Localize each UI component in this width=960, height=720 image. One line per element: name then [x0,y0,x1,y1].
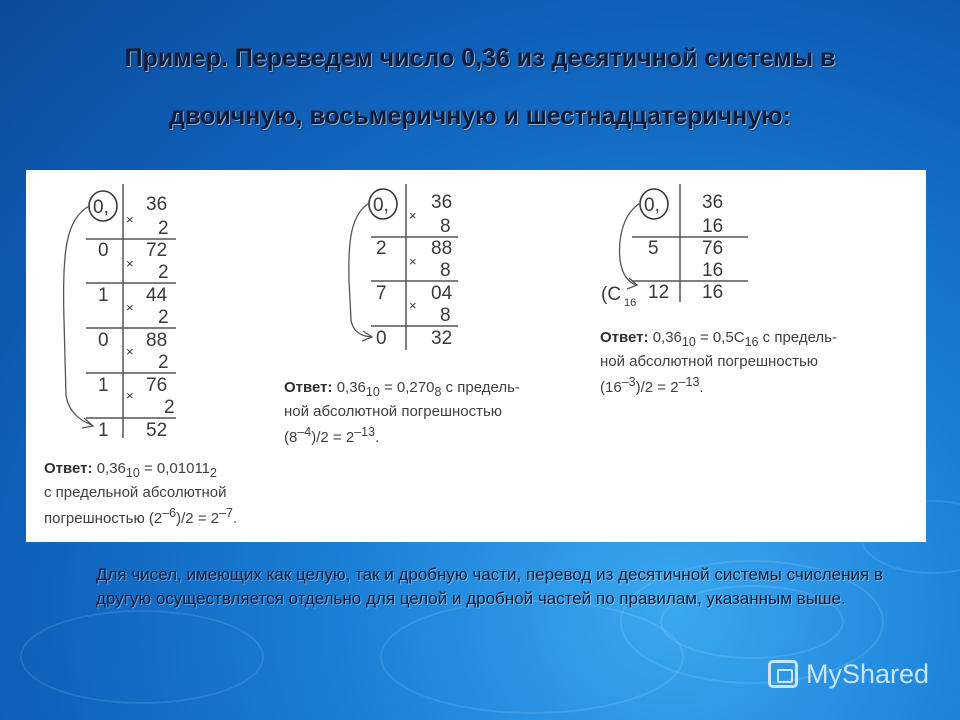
binary-value: 52 [146,420,168,441]
octal-digit: 7 [376,283,387,304]
myshared-logo [768,656,929,692]
octal-table [349,184,458,350]
binary-multiplier: 2 [158,218,169,239]
answer-base: 10 [681,335,696,349]
binary-value: 36 [146,194,168,215]
answer-exp-1: –3 [621,375,636,389]
binary-digit: 1 [98,420,109,441]
answer-line-2: ной абсолютной погрешностью [284,403,503,420]
hex-digit: 5 [648,238,659,259]
answer-label: Ответ: [284,379,333,396]
answer-result: = 0,270 [379,379,435,396]
answer-label: Ответ: [600,329,649,346]
explanation-note: Для чисел, имеющих как целую, так и дробную части, перевод из десятичной системы счисления в другую осуществляется отдельно для целой и дробной частей по правилам, указанным выше. [96,565,883,608]
answer-base: 10 [365,385,380,399]
binary-multiplier: 2 [164,397,175,418]
hex-result-prefix: (C [601,284,622,305]
octal-digit: 0 [376,328,387,349]
hex-multiplier: 16 [702,260,724,281]
answer-result-base: 2 [210,466,217,480]
octal-times-icon: × [409,298,417,313]
binary-answer [44,459,304,529]
answer-number: 0,36 [652,329,682,346]
binary-times-icon: × [126,256,134,271]
answer-dot: . [233,510,238,527]
hex-value: 36 [702,192,724,213]
answer-exp-2: –13 [354,425,376,439]
answer-base: 10 [125,466,140,480]
binary-value: 72 [146,240,168,261]
answer-error-a: (8 [284,429,298,446]
octal-multiplier: 8 [440,305,451,326]
answer-result-base: 16 [744,335,759,349]
binary-digit: 1 [98,375,109,396]
hex-start: 0, [644,195,660,216]
octal-times-icon: × [409,208,417,223]
answer-exp-2: –13 [678,375,700,389]
binary-value: 44 [146,285,168,306]
octal-value: 04 [431,283,453,304]
octal-answer [284,378,584,448]
answer-result: = 0,5C [695,329,745,346]
binary-times-icon: × [126,300,134,315]
answer-error-a: погрешностью (2 [44,510,163,527]
binary-start: 0, [93,197,109,218]
octal-times-icon: × [409,254,417,269]
binary-times-icon: × [126,344,134,359]
binary-table [64,184,176,441]
answer-error-b: )/2 = 2 [311,429,355,446]
answer-error-b: )/2 = 2 [176,510,220,527]
answer-number: 0,36 [336,379,366,396]
octal-read-arrow [349,203,371,337]
binary-digit: 0 [98,240,109,261]
answer-error-a: (16 [600,379,622,396]
binary-times-icon: × [126,212,134,227]
hex-read-arrow [620,203,640,285]
octal-digit: 2 [376,238,387,259]
answer-number: 0,36 [96,460,126,477]
hex-table [601,184,748,309]
page-title-line-1: Пример. Переведем число 0,36 из десятичной системы в [124,44,836,72]
hex-digit: 12 [648,282,670,303]
answer-dot: . [699,379,704,396]
binary-digit: 0 [98,330,109,351]
answer-exp-1: –6 [162,506,177,520]
hex-multiplier: 16 [702,216,724,237]
logo-icon [768,660,798,688]
hex-result-sub: 16 [624,297,637,309]
hex-answer [600,328,910,398]
binary-times-icon: × [126,388,134,403]
octal-value: 32 [431,328,453,349]
answer-result-base: 8 [434,385,442,399]
answer-dot: . [375,429,380,446]
binary-multiplier: 2 [158,307,169,328]
answer-exp-1: –4 [297,425,312,439]
answer-result: = 0,01011 [139,460,211,477]
octal-start: 0, [373,195,389,216]
hex-value: 16 [702,282,724,303]
binary-value: 76 [146,375,168,396]
examples-panel [26,170,926,542]
binary-multiplier: 2 [158,262,169,283]
octal-value: 88 [431,238,453,259]
answer-label: Ответ: [44,460,93,477]
hex-value: 76 [702,238,724,259]
octal-value: 36 [431,192,453,213]
octal-multiplier: 8 [440,260,451,281]
answer-exp-2: –7 [219,506,233,520]
answer-tail: с предель- [441,379,520,396]
binary-digit: 1 [98,285,109,306]
page-title-line-2: двоичную, восьмеричную и шестнадцатеричную: [169,102,791,130]
binary-multiplier: 2 [158,352,169,373]
logo-text: MyShared [806,658,930,689]
octal-multiplier: 8 [440,216,451,237]
answer-tail: с предель- [758,329,837,346]
answer-line-2: с предельной абсолютной [44,484,227,501]
answer-line-2: ной абсолютной погрешностью [600,353,819,370]
binary-value: 88 [146,330,168,351]
answer-error-b: )/2 = 2 [635,379,679,396]
